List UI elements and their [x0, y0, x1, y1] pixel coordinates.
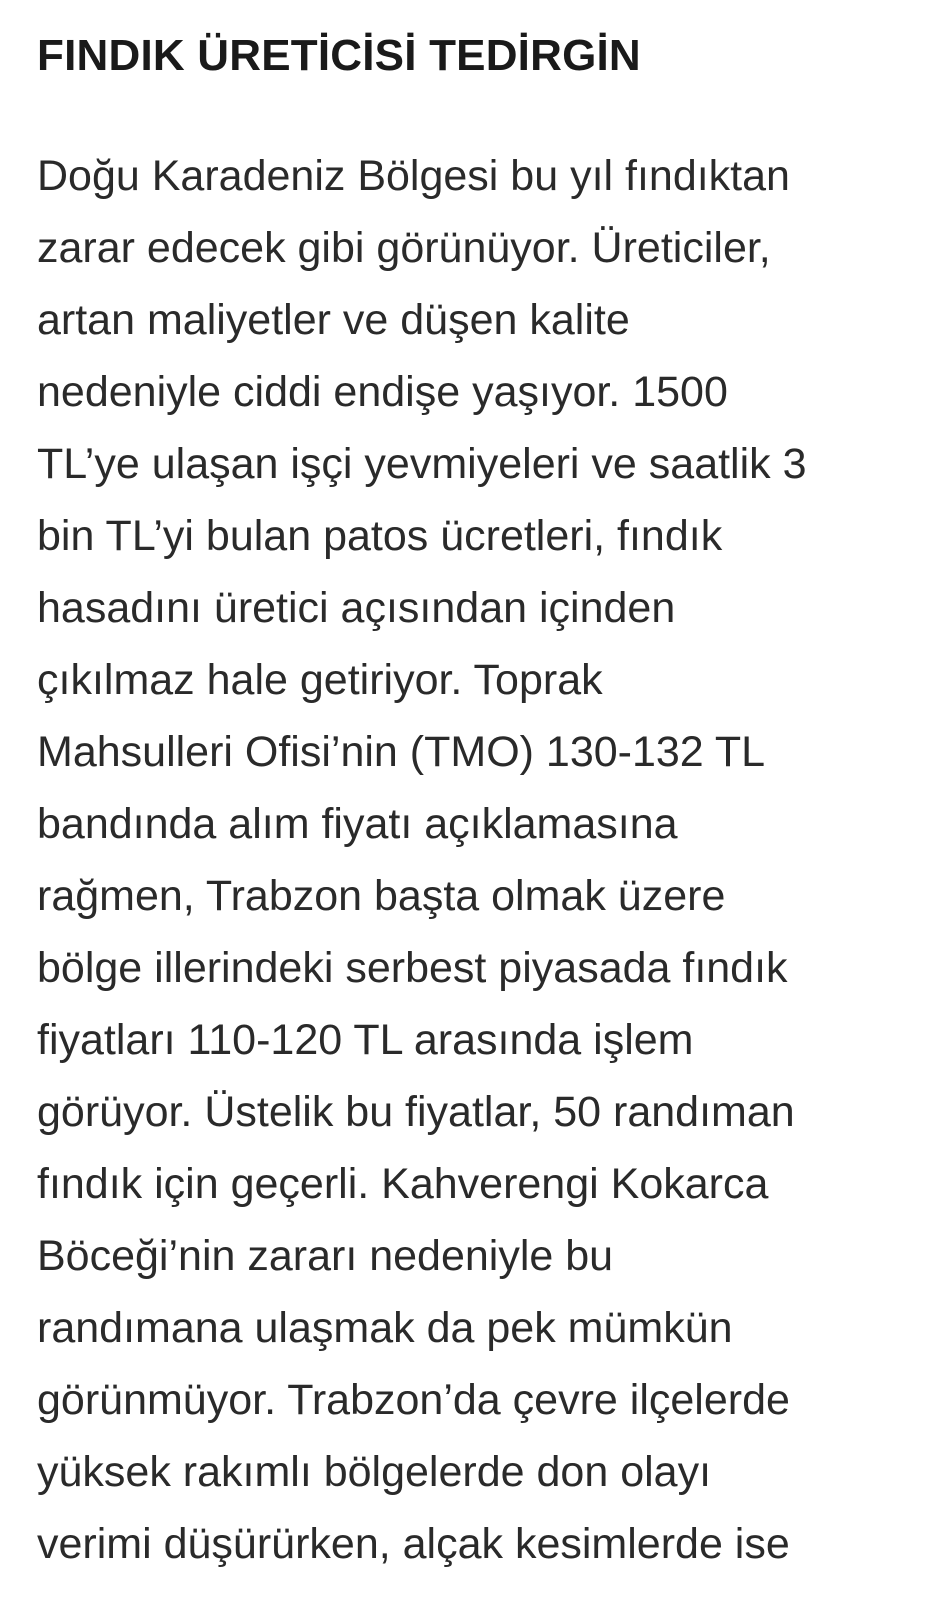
- article-line: çıkılmaz hale getiriyor. Toprak: [37, 656, 603, 704]
- article-line: randımana ulaşmak da pek mümkün: [37, 1304, 733, 1352]
- article-line: yüksek rakımlı bölgelerde don olayı: [37, 1448, 712, 1496]
- article-line: fındık için geçerli. Kahverengi Kokarca: [37, 1160, 769, 1208]
- article-line: nedeniyle ciddi endişe yaşıyor. 1500: [37, 368, 728, 416]
- article: [37, 0, 927, 1580]
- article-line: hasadını üretici açısından içinden: [37, 584, 676, 632]
- article-body: [37, 140, 927, 1580]
- article-line: Böceği’nin zararı nedeniyle bu: [37, 1232, 614, 1280]
- article-line: fiyatları 110-120 TL arasında işlem: [37, 1016, 694, 1064]
- article-line: artan maliyetler ve düşen kalite: [37, 296, 630, 344]
- article-line: görüyor. Üstelik bu fiyatlar, 50 randıman: [37, 1088, 795, 1136]
- article-line: verimi düşürürken, alçak kesimlerde ise: [37, 1520, 790, 1568]
- article-line: TL’ye ulaşan işçi yevmiyeleri ve saatlik 3: [37, 440, 807, 488]
- article-line: bölge illerindeki serbest piyasada fındık: [37, 944, 788, 992]
- article-line: bin TL’yi bulan patos ücretleri, fındık: [37, 512, 723, 560]
- article-headline: FINDIK ÜRETİCİSİ TEDİRGİN: [37, 31, 641, 80]
- article-line: rağmen, Trabzon başta olmak üzere: [37, 872, 726, 920]
- article-line: zarar edecek gibi görünüyor. Üreticiler,: [37, 224, 771, 272]
- article-line: Mahsulleri Ofisi’nin (TMO) 130-132 TL: [37, 728, 766, 776]
- article-line: Doğu Karadeniz Bölgesi bu yıl fındıktan: [37, 152, 790, 200]
- article-line: bandında alım fiyatı açıklamasına: [37, 800, 678, 848]
- article-line: görünmüyor. Trabzon’da çevre ilçelerde: [37, 1376, 790, 1424]
